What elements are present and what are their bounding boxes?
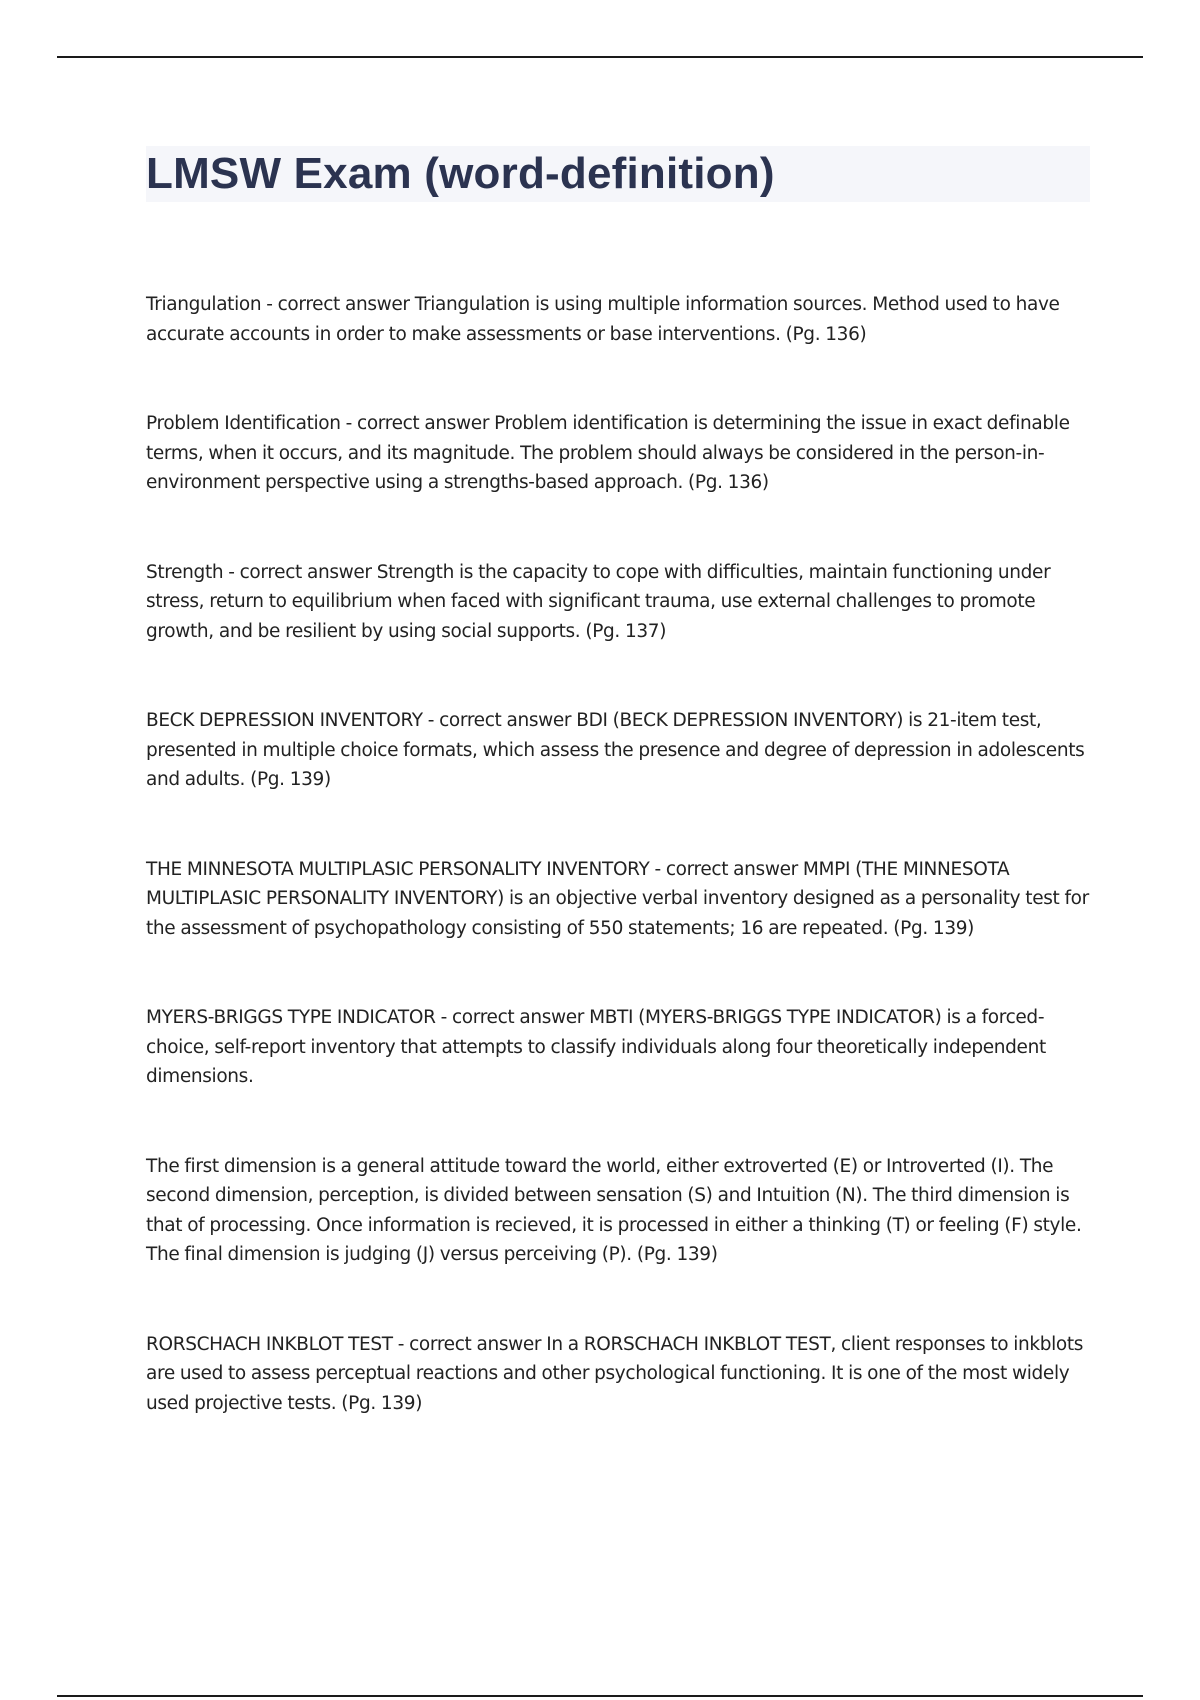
footer-rule <box>57 1695 1143 1697</box>
definition-mbti-dimensions: The first dimension is a general attitude toward the world, either extroverted (E) or Introverted (I). The second dimension, perception, is divided between sensation (S) and Intuition (N). The third dimension is that of processing. Once information is recieved, it is processed in either a thinking (T) or feeling (F) style. The final dimension is judging (J) versus perceiving (P). (Pg. 139) <box>146 1155 1082 1265</box>
definition-mmpi: THE MINNESOTA MULTIPLASIC PERSONALITY INVENTORY - correct answer MMPI (THE MINNESOTA MULTIPLASIC PERSONALITY INVENTORY) is an objective verbal inventory designed as a personality test for the assessment of psychopathology consisting of 550 statements; 16 are repeated. (Pg. 139) <box>146 858 1089 939</box>
definition-list <box>146 290 1090 1478</box>
header-rule <box>57 56 1143 58</box>
definition-beck-depression-inventory: BECK DEPRESSION INVENTORY - correct answer BDI (BECK DEPRESSION INVENTORY) is 21-item test, presented in multiple choice formats, which assess the presence and degree of depression in adolescents and adults. (Pg. 139) <box>146 710 1085 790</box>
definition-rorschach: RORSCHACH INKBLOT TEST - correct answer In a RORSCHACH INKBLOT TEST, client responses to inkblots are used to assess perceptual reactions and other psychological functioning. It is one of the most widely used projective tests. (Pg. 139) <box>146 1333 1084 1414</box>
page-title: LMSW Exam (word-definition) <box>146 149 775 198</box>
definition-triangulation: Triangulation - correct answer Triangulation is using multiple information sources. Method used to have accurate accounts in order to make assessments or base interventions. (Pg. 136) <box>146 294 1060 345</box>
definition-problem-identification: Problem Identification - correct answer Problem identification is determining the issue in exact definable terms, when it occurs, and its magnitude. The problem should always be considered in the person-in-environment perspective using a strengths-based approach. (Pg. 136) <box>146 413 1070 493</box>
title-band <box>146 146 1090 202</box>
definition-strength: Strength - correct answer Strength is the capacity to cope with difficulties, maintain functioning under stress, return to equilibrium when faced with significant trauma, use external challenges to promote growth, and be resilient by using social supports. (Pg. 137) <box>146 561 1051 642</box>
definition-mbti: MYERS-BRIGGS TYPE INDICATOR - correct answer MBTI (MYERS-BRIGGS TYPE INDICATOR) is a forced-choice, self-report inventory that attempts to classify individuals along four theoretically independent dimensions. <box>146 1007 1046 1087</box>
